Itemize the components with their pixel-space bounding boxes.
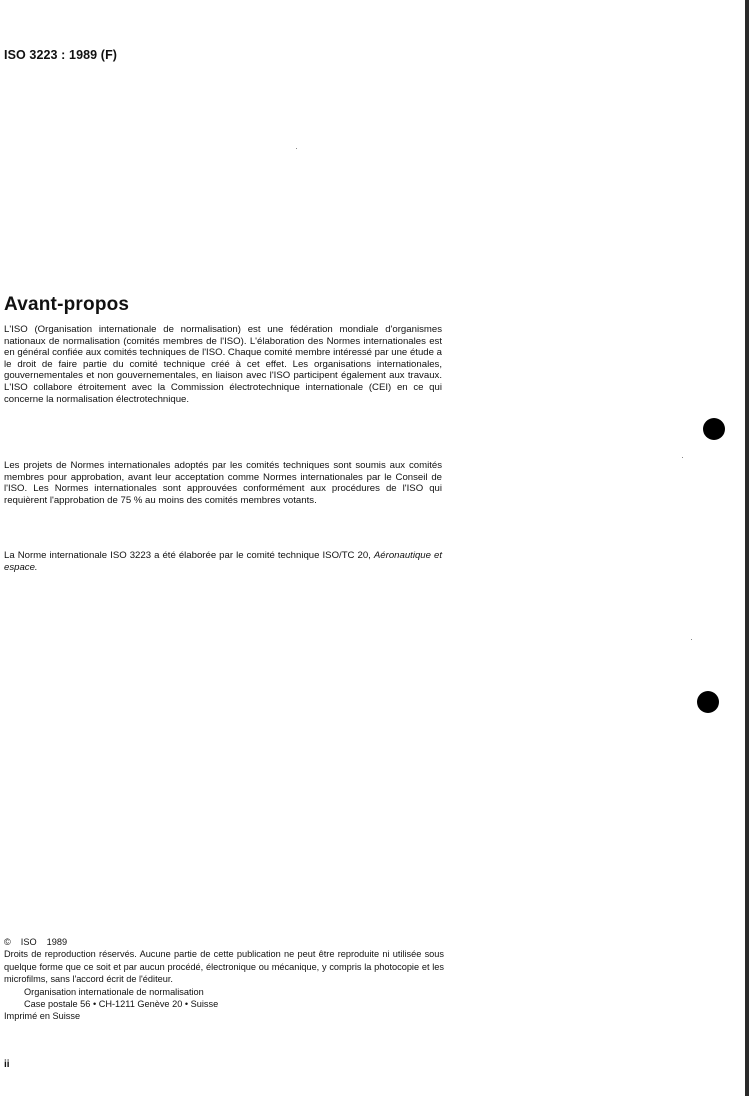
copyright-block bbox=[4, 936, 444, 1023]
scan-speck bbox=[296, 148, 297, 149]
copyright-holder: ISO bbox=[20, 937, 37, 947]
binding-hole-top bbox=[703, 418, 725, 440]
organisation-name: Organisation internationale de normalisation bbox=[24, 986, 204, 997]
scan-speck bbox=[682, 457, 683, 458]
paragraph-3-text: La Norme internationale ISO 3223 a été élaborée par le comité technique ISO/TC 20, bbox=[4, 550, 371, 561]
scan-speck bbox=[691, 639, 692, 640]
copyright-symbol: © bbox=[4, 937, 11, 947]
page-number: ii bbox=[4, 1059, 10, 1070]
foreword-title: Avant-propos bbox=[4, 294, 130, 315]
copyright-line bbox=[4, 936, 444, 948]
binding-hole-bottom bbox=[697, 691, 719, 713]
copyright-year: 1989 bbox=[46, 937, 68, 947]
foreword-paragraph-2: Les projets de Normes internationales adoptés par les comités techniques sont soumis aux comités membres pour approbation, avant leur acceptation comme Normes internationales par le Conseil de l'ISO. Les Normes internationales sont approuvées conformément aux procédures de l'ISO qui requièrent l'approbation de 75 % au moins des comités membres votants. bbox=[4, 460, 442, 506]
standard-header: ISO 3223 : 1989 (F) bbox=[4, 48, 118, 62]
foreword-paragraph-3 bbox=[4, 550, 442, 573]
technical-committee-name: Aéronautique et espace. bbox=[4, 550, 442, 573]
printed-in: Imprimé en Suisse bbox=[4, 1011, 81, 1022]
postal-address: Case postale 56 • CH-1211 Genève 20 • Suisse bbox=[24, 999, 219, 1010]
foreword-paragraph-1: L'ISO (Organisation internationale de normalisation) est une fédération mondiale d'organismes nationaux de normalisation (comités membres de l'ISO). L'élaboration des Normes internationales est en général confiée aux comités techniques de l'ISO. Chaque comité membre intéressé par une étude a le droit de faire partie du comité technique créé à cet effet. Les organisations internationales, gouvernementales et non gouvernementales, en liaison avec l'ISO participent également aux travaux. L'ISO collabore étroitement avec la Commission électrotechnique internationale (CEI) en ce qui concerne la normalisation électrotechnique. bbox=[4, 324, 442, 405]
rights-statement: Droits de reproduction réservés. Aucune partie de cette publication ne peut être reproduite ni utilisée sous quelque forme que ce soit et par aucun procédé, électronique ou mécanique, y compris la photocopie et les microfilms, sans l'accord écrit de l'éditeur. bbox=[4, 949, 444, 985]
scan-edge-border bbox=[745, 0, 749, 1096]
